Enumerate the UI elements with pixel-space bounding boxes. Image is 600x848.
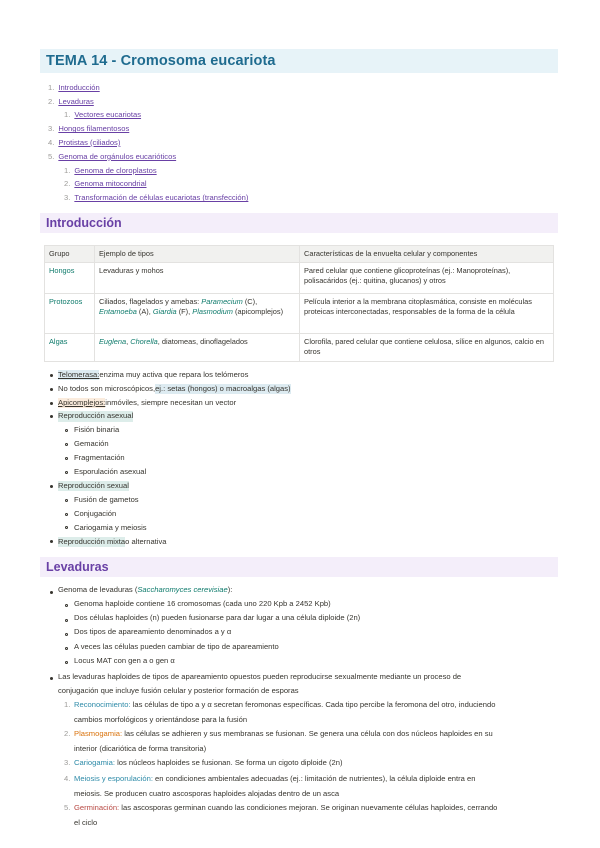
term-reproduccion-sexual: Reproducción sexual [58,480,129,490]
text-run: Fisión binaria [74,425,120,435]
text-continuation [44,715,564,729]
text-run: Cariogamia y meiosis [74,522,147,532]
features-cell: Clorofila, pared celular que contiene celulosa, sílice en algunos, calcio en otros [300,333,554,361]
bullet-icon [65,633,68,636]
text-continuation [44,686,564,700]
toc-number: 2. [48,96,55,106]
term-reproduccion-mixta: Reproducción mixta [58,536,126,546]
bullet-icon [65,604,68,607]
term-telomerasa: Telomerasa: [58,369,100,379]
examples-cell [95,293,300,333]
toc-subitem[interactable] [40,191,560,205]
column-header: Grupo [45,246,95,263]
bullet-icon [50,485,53,488]
sublist-item [44,656,564,670]
sublist-item [44,642,564,656]
section-title: Levaduras [46,560,109,574]
text-run: en condiciones ambientales adecuadas (ej.: limitación de nutrientes), la célula diploide entra en [152,773,476,783]
sublist-item [44,599,564,613]
bullet-icon [50,415,53,418]
toc-link-protistas[interactable]: Protistas (ciliados) [58,137,121,147]
text-run: Conjugación [74,508,117,518]
text-continuation [44,818,564,832]
bullet-icon [50,540,53,543]
highlight-text: ej.: setas (hongos) o macroalgas (algas) [155,383,291,393]
toc-link-organulos[interactable]: Genoma de orgánulos eucarióticos [58,151,177,161]
text-run: los núcleos haploides se fusionan. Se forma un cigoto diploide (2n) [114,757,343,767]
examples-cell: Levaduras y mohos [95,262,300,293]
toc-number: 1. [64,165,71,175]
toc-link-hongos[interactable]: Hongos filamentosos [58,124,130,134]
toc-item[interactable] [40,95,560,109]
sublist-item [44,424,564,438]
step-number: 5. [64,802,71,812]
bullet-icon [65,429,68,432]
organism-table [44,245,554,362]
toc-number: 3. [48,124,55,134]
toc-item[interactable] [40,150,560,164]
text-run: Gemación [74,439,109,449]
text-run: (apicomplejos) [232,306,284,316]
sublist-item [44,437,564,451]
numbered-item [44,729,564,744]
toc-number: 5. [48,151,55,161]
text-run: las células se adhieren y sus membranas se fusionan. Se genera una célula con dos núcleos haploides en su [122,728,493,738]
text-run: el ciclo [74,817,98,827]
text-continuation [44,744,564,758]
species-name: Entamoeba [99,306,137,316]
sublist-item [44,451,564,465]
table-row [45,293,554,333]
text-run: Locus MAT con gen a o gen α [74,655,175,665]
text-run: Las levaduras haploides de tipos de apareamiento opuestos pueden reproducirse sexualmente mediante un proceso de [58,671,462,681]
bullet-icon [50,374,53,377]
bullet-icon [65,526,68,529]
bullet-icon [65,443,68,446]
text-run: las células de tipo a y α secretan feromonas específicas. Cada tipo percibe la feromona del otro, induciendo [130,699,496,709]
term-apicomplejos: Apicomplejos: [58,397,106,407]
text-run: No todos son microscópicos, [58,383,156,393]
text-run: Genoma haploide contiene 16 cromosomas (cada uno 220 Kpb a 2452 Kpb) [74,599,331,608]
group-cell: Algas [45,333,95,361]
toc-link-transfeccion[interactable]: Transformación de células eucariotas (transfección) [74,193,249,203]
toc-number: 4. [48,137,55,147]
text-run: enzima muy activa que repara los telómeros [99,369,249,379]
species-name: Plasmodium [192,306,233,316]
sublist-item [44,613,564,627]
examples-cell: Euglena, Chorella, diatomeas, dinoflagelados [95,333,300,361]
step-label: Meiosis y esporulación: [74,773,153,783]
toc-subitem[interactable] [40,109,560,123]
table-row [45,333,554,361]
species-name: Chorella [130,336,158,346]
text-run: las ascosporas germinan cuando las condiciones mejoran. Se originan nuevamente células haploides, cerrando [119,802,498,812]
list-item [44,585,564,599]
toc-number: 1. [64,110,71,120]
step-number: 4. [64,773,71,783]
bullet-icon [65,457,68,460]
list-item [44,479,564,493]
toc-subitem[interactable] [40,178,560,192]
list-item [44,672,564,686]
step-number: 3. [64,757,71,767]
toc-link-introduccion[interactable]: Introducción [58,82,100,92]
text-run: (C), [242,296,258,306]
section-title: Introducción [46,216,122,230]
sublist-item [44,507,564,521]
sublist-item [44,465,564,479]
table-row [45,262,554,293]
text-run: Genoma de levaduras ( [58,585,138,594]
numbered-item [44,700,564,715]
table-header-row [45,246,554,263]
step-label: Cariogamia: [74,757,115,767]
species-name: Giardia [152,306,177,316]
list-item [44,410,564,424]
bullet-icon [50,591,53,594]
page-title: TEMA 14 - Cromosoma eucariota [46,53,276,69]
toc-item[interactable] [40,136,560,150]
text-run: , diatomeas, dinoflagelados [157,336,248,346]
section-heading-levaduras [40,557,558,577]
text-run: cambios morfológicos y orientándose para la fusión [74,714,248,724]
toc-item[interactable] [40,81,560,95]
species-name: Paramecium [201,296,243,306]
toc-subitem[interactable] [40,164,560,178]
column-header: Ejemplo de tipos [95,246,300,263]
bullet-icon [50,402,53,405]
text-run: (F), [176,306,193,316]
text-run: meiosis. Se producen cuatro ascosporas haploides alojadas dentro de un asca [74,788,340,798]
toc-number: 1. [48,82,55,92]
text-run: conjugación que incluye fusión celular y posterior formación de esporas [58,685,299,695]
numbered-item [44,758,564,774]
section-heading-introduccion [40,213,558,233]
list-item [44,396,564,410]
text-run: o alternativa [125,536,167,546]
text-continuation [44,789,564,803]
toc-link-mitocondrial[interactable]: Genoma mitocondrial [74,179,147,189]
species-name: Euglena [99,336,127,346]
title-bar [40,49,558,73]
text-run: Dos tipos de apareamiento denominados a y α [74,627,232,637]
sublist-item [44,521,564,535]
text-run: Fusión de gametos [74,494,139,504]
bullet-icon [65,513,68,516]
step-label: Reconocimiento: [74,699,131,709]
bullet-icon [65,499,68,502]
toc-link-vectores[interactable]: Vectores eucariotas [74,110,142,120]
column-header: Características de la envuelta celular y componentes [300,246,554,263]
intro-bullet-list [44,368,564,549]
list-item [44,382,564,396]
bullet-icon [65,661,68,664]
features-cell: Pared celular que contiene glicoproteínas (ej.: Manoproteínas), polisacáridos (ej.: quitina, glucanos) y otros [300,262,554,293]
sublist-item [44,493,564,507]
step-number: 1. [64,699,71,709]
bullet-icon [50,388,53,391]
list-item [44,368,564,382]
yeast-content [44,585,564,832]
table-of-contents [40,81,560,205]
group-cell: Hongos [45,262,95,293]
numbered-item [44,774,564,789]
toc-number: 3. [64,193,71,203]
text-run: (A), [136,306,153,316]
list-item [44,535,564,549]
bullet-icon [65,619,68,622]
features-cell: Película interior a la membrana citoplasmática, consiste en moléculas proteicas interconectadas, responsables de la forma de la célula [300,293,554,333]
species-name: Saccharomyces cerevisiae [137,585,228,594]
bullet-icon [65,471,68,474]
text-run: Fragmentación [74,453,125,463]
toc-number: 2. [64,179,71,189]
step-label: Plasmogamia: [74,728,123,738]
text-run: interior (dicariótica de forma transitoria) [74,743,207,753]
text-run: A veces las células pueden cambiar de tipo de apareamiento [74,641,279,651]
step-label: Germinación: [74,802,120,812]
toc-link-levaduras[interactable]: Levaduras [58,96,94,106]
toc-link-cloroplastos[interactable]: Genoma de cloroplastos [74,165,157,175]
group-cell: Protozoos [45,293,95,333]
text-run: Esporulación asexual [74,467,147,477]
step-number: 2. [64,728,71,738]
text-run: ): [227,585,233,594]
text-run: Dos células haploides (n) pueden fusionarse para dar lugar a una célula diploide (2n) [74,613,361,623]
bullet-icon [50,677,53,680]
toc-item[interactable] [40,122,560,136]
term-reproduccion-asexual: Reproducción asexual [58,411,134,421]
text-run: inmóviles, siempre necesitan un vector [105,397,237,407]
sublist-item [44,627,564,641]
text-run: Ciliados, flagelados y amebas: [99,296,202,306]
numbered-item [44,803,564,818]
bullet-icon [65,647,68,650]
